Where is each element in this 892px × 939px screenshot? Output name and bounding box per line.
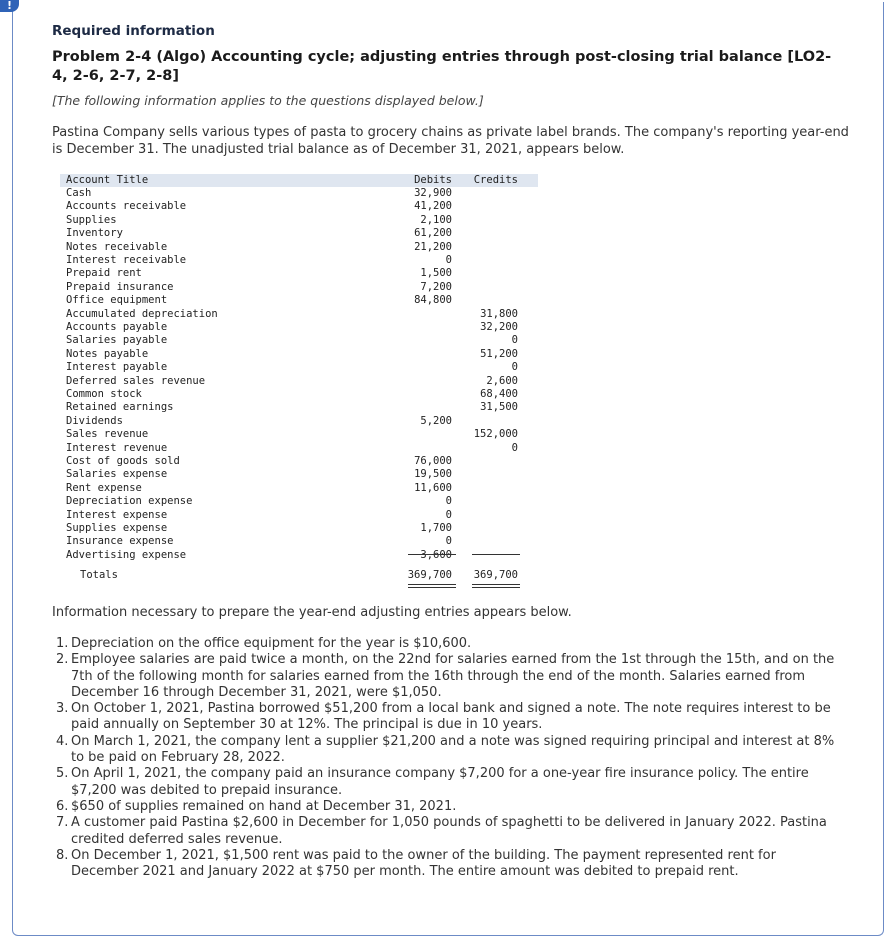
debit-amount: 7,200 (420, 280, 452, 293)
table-row (60, 294, 538, 307)
table-row (60, 495, 538, 508)
table-row (60, 455, 538, 468)
item-text: $650 of supplies remained on hand at December 31, 2021. (71, 798, 457, 814)
table-row (60, 348, 538, 361)
list-item (56, 815, 846, 848)
applies-note: [The following information applies to the questions displayed below.] (52, 93, 484, 108)
item-number: 8. (56, 847, 69, 863)
totals-credit: 369,700 (473, 569, 518, 581)
trial-balance-header (60, 174, 538, 187)
table-row (60, 401, 538, 414)
item-text: On October 1, 2021, Pastina borrowed $51,200 from a local bank and signed a note. The note requires interest to be paid annually on September 30 at 12%. The principal is due in 10 years. (71, 701, 831, 733)
debit-double-rule-bottom (408, 587, 456, 588)
credit-double-rule-bottom (472, 587, 520, 588)
item-number: 2. (56, 652, 69, 668)
intro-paragraph: Pastina Company sells various types of pasta to grocery chains as private label brands. The company's reporting year-end is December 31. The unadjusted trial balance as of December 31, 2021, appears below. (52, 125, 849, 157)
credit-amount: 32,200 (480, 321, 518, 333)
credit-amount: 31,500 (480, 401, 518, 414)
account-name: Dividends (66, 414, 123, 427)
table-row (60, 227, 538, 240)
table-row (60, 308, 538, 321)
list-item (56, 799, 846, 815)
credit-amount: 152,000 (473, 428, 518, 441)
table-row (60, 375, 538, 388)
table-row (60, 241, 538, 254)
debit-amount: 32,900 (414, 187, 452, 199)
totals-debit: 369,700 (407, 569, 452, 581)
header-credits: Credits (473, 174, 518, 186)
table-row (60, 267, 538, 280)
table-row (60, 281, 538, 294)
account-name: Interest payable (66, 361, 168, 374)
account-name: Rent expense (66, 481, 142, 494)
table-row (60, 482, 538, 495)
item-text: On December 1, 2021, $1,500 rent was paid to the owner of the building. The payment represented rent for December 2021 and January 2022 at $750 per month. The entire amount was debited to prepaid rent. (71, 847, 776, 880)
item-number: 6. (56, 798, 69, 814)
debit-amount: 2,100 (420, 213, 452, 226)
credit-amount: 0 (511, 441, 518, 454)
table-row (60, 187, 538, 200)
item-number: 1. (56, 636, 69, 651)
credit-amount: 51,200 (480, 347, 518, 360)
header-account-title: Account Title (66, 174, 149, 186)
credit-amount: 2,600 (486, 374, 518, 387)
list-item (56, 734, 846, 767)
table-row (60, 200, 538, 213)
debit-amount: 19,500 (414, 468, 452, 481)
item-number: 5. (56, 766, 69, 782)
adjustments-list (56, 636, 846, 880)
debit-amount: 61,200 (414, 227, 452, 240)
debit-amount: 41,200 (414, 200, 452, 213)
item-text: Employee salaries are paid twice a month, on the 22nd for salaries earned from the 1st through the 15th, and on the 7th of the following month for salaries earned from the 16th through the end of the month. Salaries earned from December 16 through December 31, 2021, were $1,050. (71, 652, 835, 700)
debit-amount (420, 549, 452, 562)
credit-amount: 0 (511, 334, 518, 347)
alert-icon: ! (0, 0, 19, 12)
account-name: Accounts receivable (66, 200, 187, 213)
totals-label: Totals (80, 569, 118, 581)
table-row (60, 254, 538, 267)
account-name: Salaries expense (66, 468, 168, 481)
account-name: Prepaid insurance (66, 280, 174, 293)
debit-amount: 5,200 (420, 414, 452, 427)
credit-amount: 0 (511, 361, 518, 374)
trial-balance-table (60, 174, 538, 586)
table-row (60, 509, 538, 522)
debit-total-rule (408, 554, 456, 555)
table-row (60, 428, 538, 441)
credit-double-rule-top (472, 584, 520, 585)
debit-amount: 11,600 (414, 481, 452, 494)
header-debits: Debits (414, 174, 452, 186)
account-name: Office equipment (66, 294, 168, 307)
account-name: Notes payable (66, 347, 149, 360)
account-name: Accumulated depreciation (66, 307, 218, 320)
account-name: Depreciation expense (66, 495, 193, 508)
account-name: Notes receivable (66, 240, 168, 253)
table-row (60, 334, 538, 347)
account-name: Inventory (66, 227, 123, 240)
credit-total-rule (472, 554, 520, 555)
list-item (56, 848, 846, 881)
account-name: Interest receivable (66, 254, 187, 266)
account-name: Retained earnings (66, 401, 174, 414)
table-row (60, 214, 538, 227)
debit-amount: 1,500 (420, 267, 452, 280)
required-information-heading: Required information (52, 23, 215, 39)
account-name: Accounts payable (66, 321, 168, 333)
debit-amount: 76,000 (414, 455, 452, 467)
table-row (60, 321, 538, 334)
account-name: Common stock (66, 388, 142, 400)
account-name: Supplies expense (66, 522, 168, 534)
table-row (60, 442, 538, 455)
problem-title: Problem 2-4 (Algo) Accounting cycle; adjusting entries through post-closing trial balance [LO2-4, 2-6, 2-7, 2-8] (52, 49, 832, 84)
account-name: Cash (66, 187, 92, 199)
debit-amount: 1,700 (420, 522, 452, 534)
credit-amount: 31,800 (480, 307, 518, 320)
table-row (60, 361, 538, 374)
table-row (60, 535, 538, 548)
item-number: 3. (56, 701, 69, 717)
account-name: Interest expense (66, 508, 168, 521)
account-name: Supplies (66, 213, 117, 226)
account-name: Advertising expense (66, 548, 187, 561)
adjustments-intro: Information necessary to prepare the year-end adjusting entries appears below. (52, 605, 572, 620)
account-name: Deferred sales revenue (66, 374, 206, 387)
account-name: Prepaid rent (66, 267, 142, 280)
credit-amount: 68,400 (480, 388, 518, 400)
debit-double-rule-top (408, 584, 456, 585)
account-name: Interest revenue (66, 441, 168, 454)
debit-amount: 0 (445, 495, 452, 508)
account-name: Salaries payable (66, 334, 168, 347)
item-text: Depreciation on the office equipment for the year is $10,600. (71, 636, 472, 651)
table-row (60, 415, 538, 428)
item-text: On March 1, 2021, the company lent a supplier $21,200 and a note was signed requiring principal and interest at 8% to be paid on February 28, 2022. (71, 733, 835, 766)
debit-amount: 84,800 (414, 294, 452, 307)
debit-amount: 0 (445, 254, 452, 266)
table-row (60, 549, 538, 562)
item-number: 4. (56, 733, 69, 749)
debit-amount: 0 (445, 508, 452, 521)
item-text: On April 1, 2021, the company paid an insurance company $7,200 for a one-year fire insurance policy. The entire $7,200 was debited to prepaid insurance. (71, 766, 809, 798)
list-item (56, 652, 846, 701)
table-row (60, 388, 538, 401)
item-text: A customer paid Pastina $2,600 in December for 1,050 pounds of spaghetti to be delivered in January 2022. Pastina credited deferred sales revenue. (71, 815, 827, 847)
list-item (56, 636, 846, 652)
list-item (56, 701, 846, 734)
debit-amount: 21,200 (414, 240, 452, 253)
table-row (60, 468, 538, 481)
table-row (60, 522, 538, 535)
list-item (56, 766, 846, 799)
item-number: 7. (56, 815, 69, 831)
debit-amount: 0 (445, 535, 452, 548)
account-name: Sales revenue (66, 428, 149, 441)
account-name: Cost of goods sold (66, 455, 180, 467)
account-name: Insurance expense (66, 535, 174, 548)
